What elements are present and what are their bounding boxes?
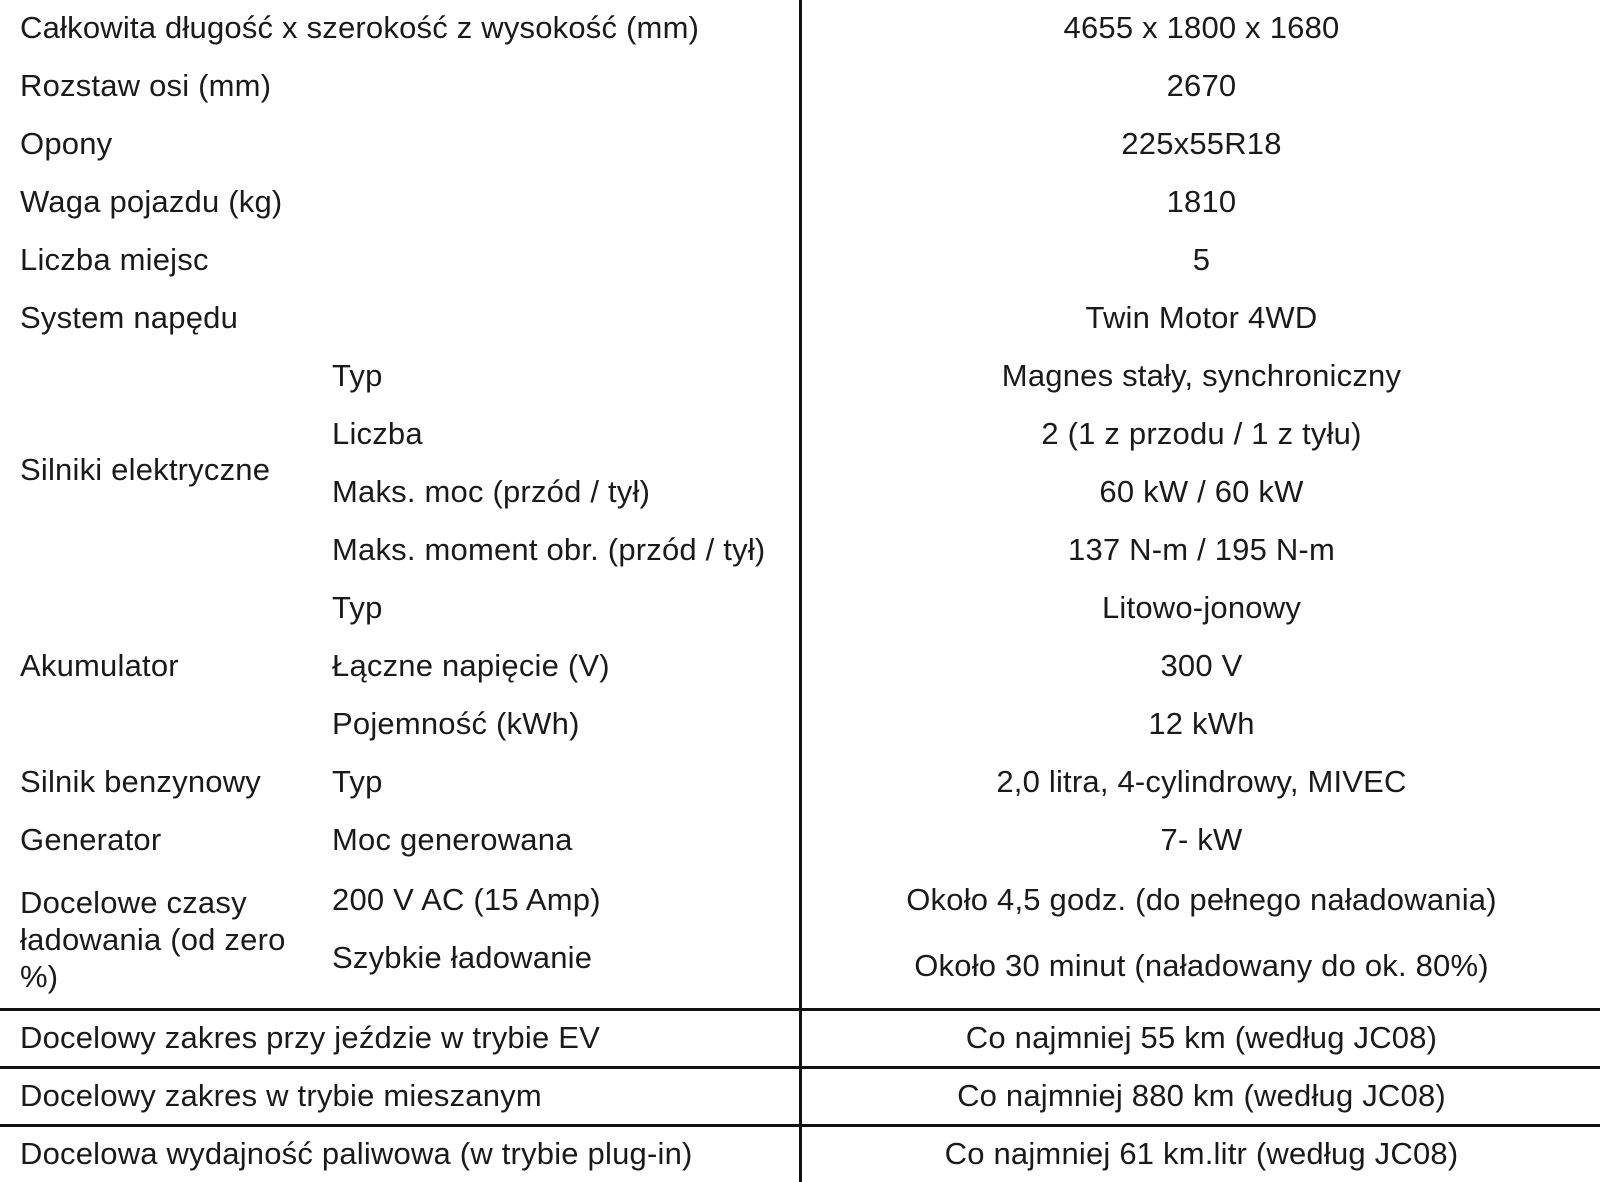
row-value: Około 4,5 godz. (do pełnego naładowania) — [906, 882, 1497, 917]
row-label: Generator — [20, 822, 162, 857]
row-value: Co najmniej 61 km.litr (według JC08) — [944, 1136, 1459, 1171]
row-label: Docelowy zakres przy jeździe w trybie EV — [20, 1020, 600, 1055]
row-sublabel: Maks. moc (przód / tył) — [332, 474, 651, 509]
row-sublabel: Pojemność (kWh) — [332, 706, 580, 741]
row-value: 2,0 litra, 4-cylindrowy, MIVEC — [996, 764, 1407, 799]
row-value: Około 30 minut (naładowany do ok. 80%) — [914, 948, 1489, 983]
row-sublabel: Typ — [332, 358, 383, 393]
row-sublabel: Liczba — [332, 416, 423, 451]
row-value: 137 N-m / 195 N-m — [1068, 532, 1335, 567]
row-value: 12 kWh — [1148, 706, 1255, 741]
row-label: Docelowy zakres w trybie mieszanym — [20, 1078, 542, 1113]
row-label: Waga pojazdu (kg) — [20, 184, 283, 219]
row-value: 2670 — [1166, 68, 1237, 103]
row-value: Co najmniej 880 km (według JC08) — [957, 1078, 1446, 1113]
row-value: 225x55R18 — [1121, 126, 1282, 161]
row-sublabel: Typ — [332, 764, 383, 799]
row-sublabel: Maks. moment obr. (przód / tył) — [332, 532, 766, 567]
row-value: Twin Motor 4WD — [1085, 300, 1318, 335]
row-value: 300 V — [1160, 648, 1243, 683]
row-value: 5 — [1192, 242, 1211, 277]
row-label: Opony — [20, 126, 113, 161]
row-value: 1810 — [1166, 184, 1237, 219]
row-label: System napędu — [20, 300, 239, 335]
row-sublabel: Szybkie ładowanie — [332, 940, 593, 975]
row-divider — [0, 1124, 1600, 1127]
row-value: Co najmniej 55 km (według JC08) — [965, 1020, 1438, 1055]
row-value: 4655 x 1800 x 1680 — [1063, 10, 1340, 45]
row-divider — [0, 1008, 1600, 1011]
column-divider — [799, 0, 802, 1182]
row-value: 60 kW / 60 kW — [1099, 474, 1304, 509]
row-sublabel: Typ — [332, 590, 383, 625]
row-value: 2 (1 z przodu / 1 z tyłu) — [1041, 416, 1362, 451]
group-label-battery: Akumulator — [20, 648, 179, 683]
row-label: Silnik benzynowy — [20, 764, 261, 799]
group-label-charging: Docelowe czasy ładowania (od zero %) — [20, 885, 286, 994]
row-label: Rozstaw osi (mm) — [20, 68, 272, 103]
row-divider — [0, 1066, 1600, 1069]
row-value: 7- kW — [1160, 822, 1243, 857]
row-value: Magnes stały, synchroniczny — [1001, 358, 1402, 393]
row-label: Całkowita długość x szerokość z wysokość (mm) — [20, 10, 700, 45]
row-value: Litowo-jonowy — [1101, 590, 1302, 625]
row-sublabel: Moc generowana — [332, 822, 573, 857]
group-label-motors: Silniki elektryczne — [20, 452, 271, 487]
row-sublabel: Łączne napięcie (V) — [332, 648, 610, 683]
row-sublabel: 200 V AC (15 Amp) — [332, 882, 601, 917]
row-label: Liczba miejsc — [20, 242, 209, 277]
row-label: Docelowa wydajność paliwowa (w trybie plug-in) — [20, 1136, 693, 1171]
